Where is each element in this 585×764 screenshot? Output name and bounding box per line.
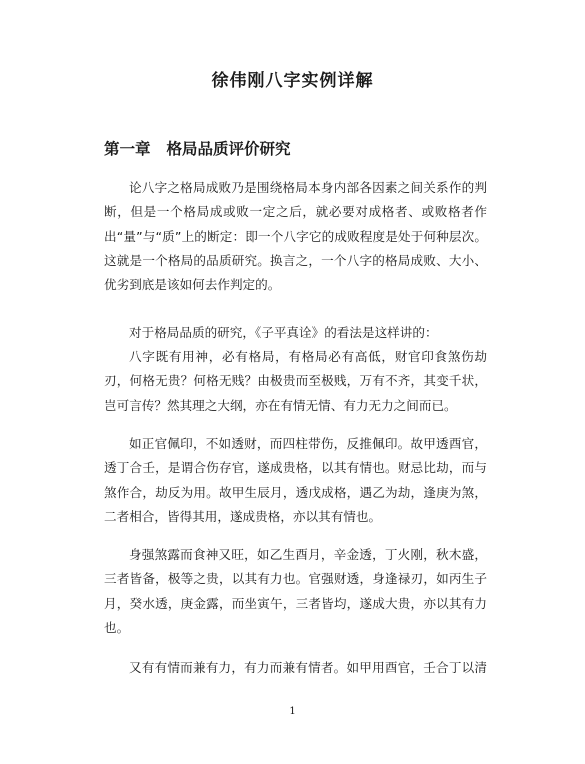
body-paragraph: 身强煞露而食神又旺，如乙生酉月，辛金透，丁火刚，秋木盛，三者皆备，极等之贵，以其有力也。官强财透，身逢禄刃，如丙生子月，癸水透，庚金露，而坐寅午，三者皆均，遂成大贵，亦以其有力也。: [104, 547, 487, 635]
chapter-name: 格局品质评价研究: [166, 140, 291, 158]
body-paragraph: 如正官佩印，不如透财，而四柱带伤，反推佩印。故甲透酉官，透丁合壬，是谓合伤存官，遂成贵格，以其有情也。财忌比劫，而与煞作合，劫反为用。故甲生辰月，透戊成格，遇乙为劫，逢庚为煞，二者相合，皆得其用，遂成贵格，亦以其有情也。: [104, 436, 487, 524]
body-paragraph: 八字既有用神，必有格局，有格局必有高低，财官印食煞伤劫刃，何格无贵？何格无贱？由极贵而至极贱，万有不齐，其变千状，岂可言传？然其理之大纲，亦在有情无情、有力无力之间而已。: [104, 349, 487, 413]
chapter-number: 第一章: [104, 140, 151, 158]
chapter-heading: [104, 137, 291, 159]
body-paragraph: 论八字之格局成败乃是围绕格局本身内部各因素之间关系作的判断，但是一个格局成或败一定之后，就必要对成格者、或败格者作出“量”与“质”上的断定：即一个八字它的成败程度是处于何种层次。这就是一个格局的品质研究。换言之，一个八字的格局成败、大小、优劣到底是该如何去作判定的。: [104, 180, 487, 293]
document-title: 徐伟刚八字实例详解: [211, 71, 374, 91]
body-paragraph: 又有有情而兼有力，有力而兼有情者。如甲用酉官，壬合丁以清: [129, 660, 487, 675]
body-paragraph: 对于格局品质的研究，《子平真诠》的看法是这样讲的：: [129, 325, 438, 340]
page-number: 1: [289, 706, 296, 717]
